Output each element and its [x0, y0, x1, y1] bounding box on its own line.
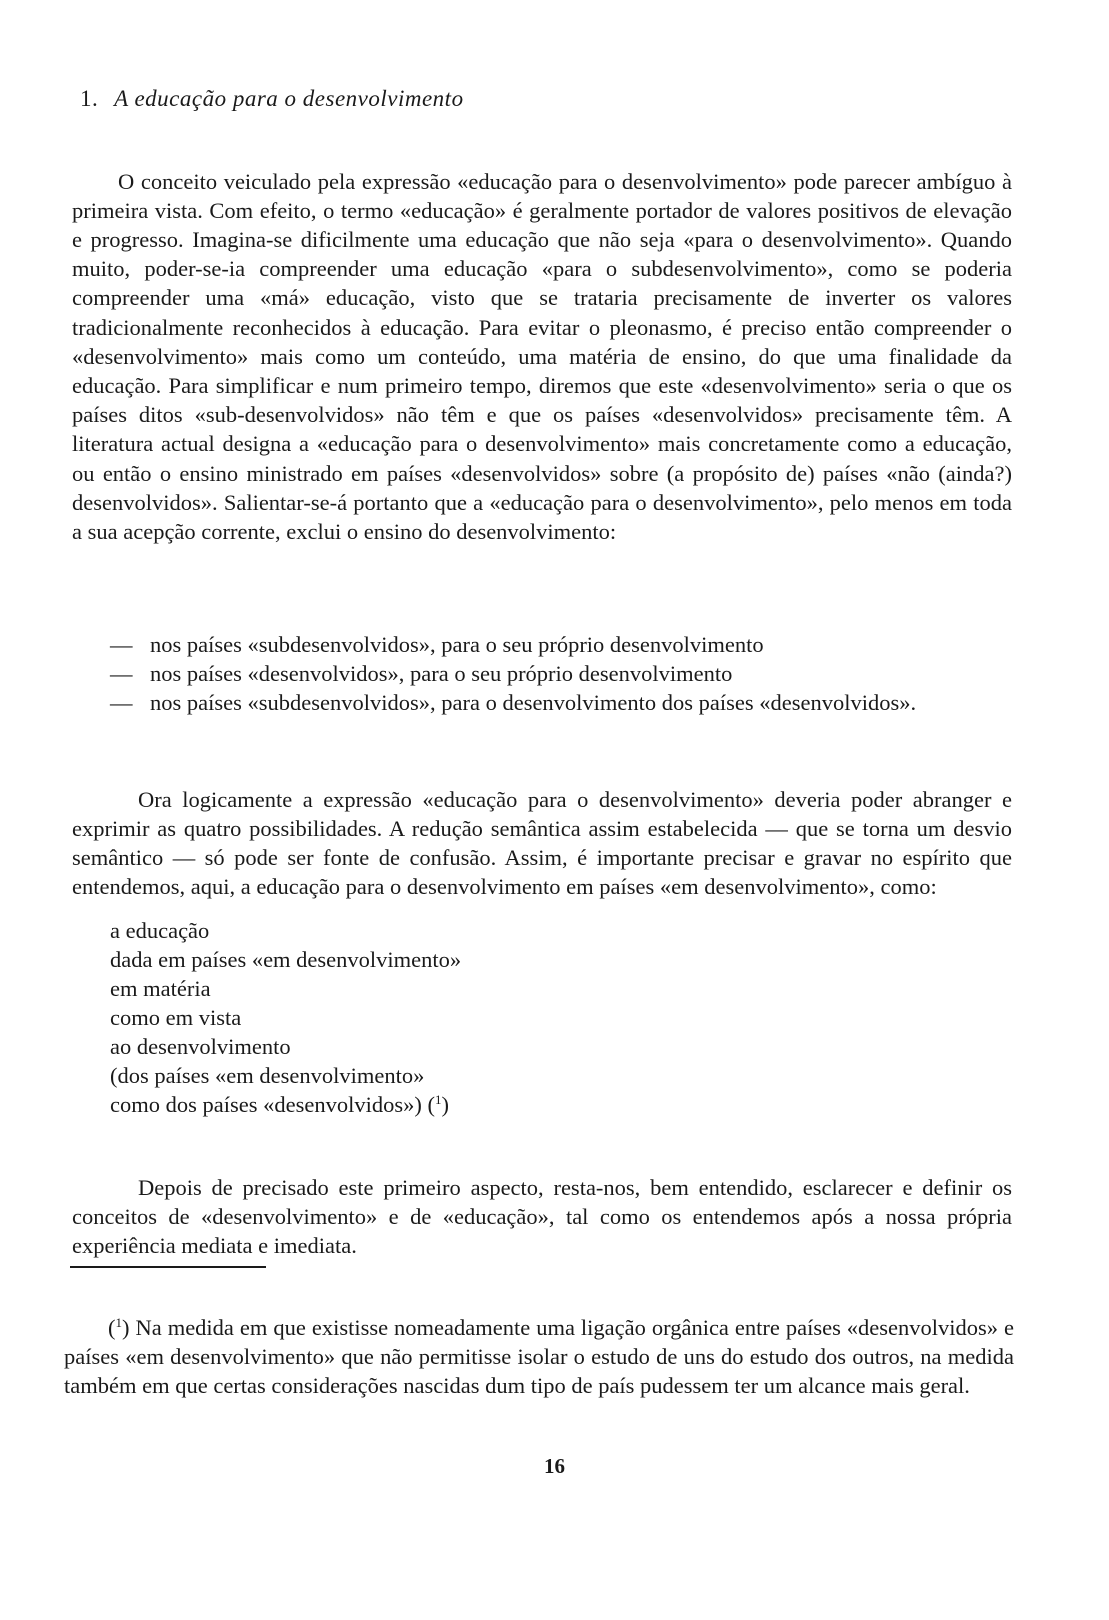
definition-line: ao desenvolvimento	[110, 1034, 291, 1059]
definition-line: a educação	[110, 918, 210, 943]
section-heading	[80, 86, 464, 112]
page-number: 16	[544, 1454, 565, 1478]
exclusion-item	[110, 659, 1012, 688]
footnote	[64, 1313, 1014, 1401]
em-dash: —	[110, 661, 133, 686]
superscript-number: 1	[115, 1314, 122, 1330]
exclusion-item	[110, 688, 1012, 717]
footnote-marker: ($^1$)	[108, 1314, 130, 1340]
definition-line: como dos países «desenvolvidos»)	[110, 1092, 422, 1117]
definition-line: em matéria	[110, 976, 211, 1001]
paragraph-logic: Ora logicamente a expressão «educação para o desenvolvimento» deveria poder abranger e exprimir as quatro possibilidades. A redução semântica assim estabelecida — que se torna um desvio semântico — só pode ser fonte de confusão. Assim, é importante precisar e gravar no espírito que entendemos, aqui, a educação para o desenvolvimento em países «em desenvolvimento», como:	[72, 786, 1012, 900]
exclusion-text: nos países «desenvolvidos», para o seu próprio desenvolvimento	[150, 661, 733, 686]
superscript-number: 1	[434, 1092, 442, 1107]
definition-list	[110, 916, 461, 1119]
em-dash: —	[110, 632, 133, 657]
paragraph-conclusion: Depois de precisado este primeiro aspecto, resta-nos, bem entendido, esclarecer e definir os conceitos de «desenvolvimento» e de «educação», tal como os entendemos após a nossa própria experiência mediata e imediata.	[72, 1174, 1012, 1258]
footnote-reference: ($^1$)	[427, 1092, 449, 1117]
definition-line: (dos países «em desenvolvimento»	[110, 1063, 425, 1088]
footnote-text: Na medida em que existisse nomeadamente uma ligação orgânica entre países «desenvolvidos» e países «em desenvolvimento» que não permitisse isolar o estudo de uns do estudo dos outros, na medida também em que certas considerações nascidas dum tipo de país pudessem ter um alcance mais geral.	[64, 1314, 1015, 1398]
section-number: 1.	[80, 86, 99, 111]
exclusion-item	[110, 630, 1012, 659]
exclusion-text: nos países «subdesenvolvidos», para o desenvolvimento dos países «desenvolvidos».	[150, 690, 917, 715]
section-title: A educação para o desenvolvimento	[114, 86, 464, 111]
definition-line-last	[110, 1090, 461, 1119]
footnote-divider	[70, 1266, 266, 1268]
definition-line: como em vista	[110, 1005, 242, 1030]
exclusion-text: nos países «subdesenvolvidos», para o seu próprio desenvolvimento	[150, 632, 764, 657]
paragraph-intro: O conceito veiculado pela expressão «educação para o desenvolvimento» pode parecer ambíguo à primeira vista. Com efeito, o termo «educação» é geralmente portador de valores positivos de elevação e progresso. Imagina-se dificilmente uma educação que não seja «para o desenvolvimento». Quando muito, poder-se-ia compreender uma educação «para o subdesenvolvimento», como se poderia compreender uma «má» educação, visto que se trataria precisamente de inverter os valores tradicionalmente reconhecidos à educação. Para evitar o pleonasmo, é preciso então compreender o «desenvolvimento» mais como um conteúdo, uma matéria de ensino, do que uma finalidade da educação. Para simplificar e num primeiro tempo, diremos que este «desenvolvimento» seria o que os países ditos «sub-desenvolvidos» não têm e que os países «desenvolvidos» precisamente têm. A literatura actual designa a «educação para o desenvolvimento» mais concretamente como a educação, ou então o ensino ministrado em países «desenvolvidos» sobre (a propósito de) países «não (ainda?) desenvolvidos». Salientar-se-á portanto que a «educação para o desenvolvimento», pelo menos em toda a sua acepção corrente, exclui o ensino do desenvolvimento:	[72, 168, 1012, 544]
definition-line: dada em países «em desenvolvimento»	[110, 947, 462, 972]
exclusion-list	[110, 630, 1012, 717]
em-dash: —	[110, 690, 133, 715]
